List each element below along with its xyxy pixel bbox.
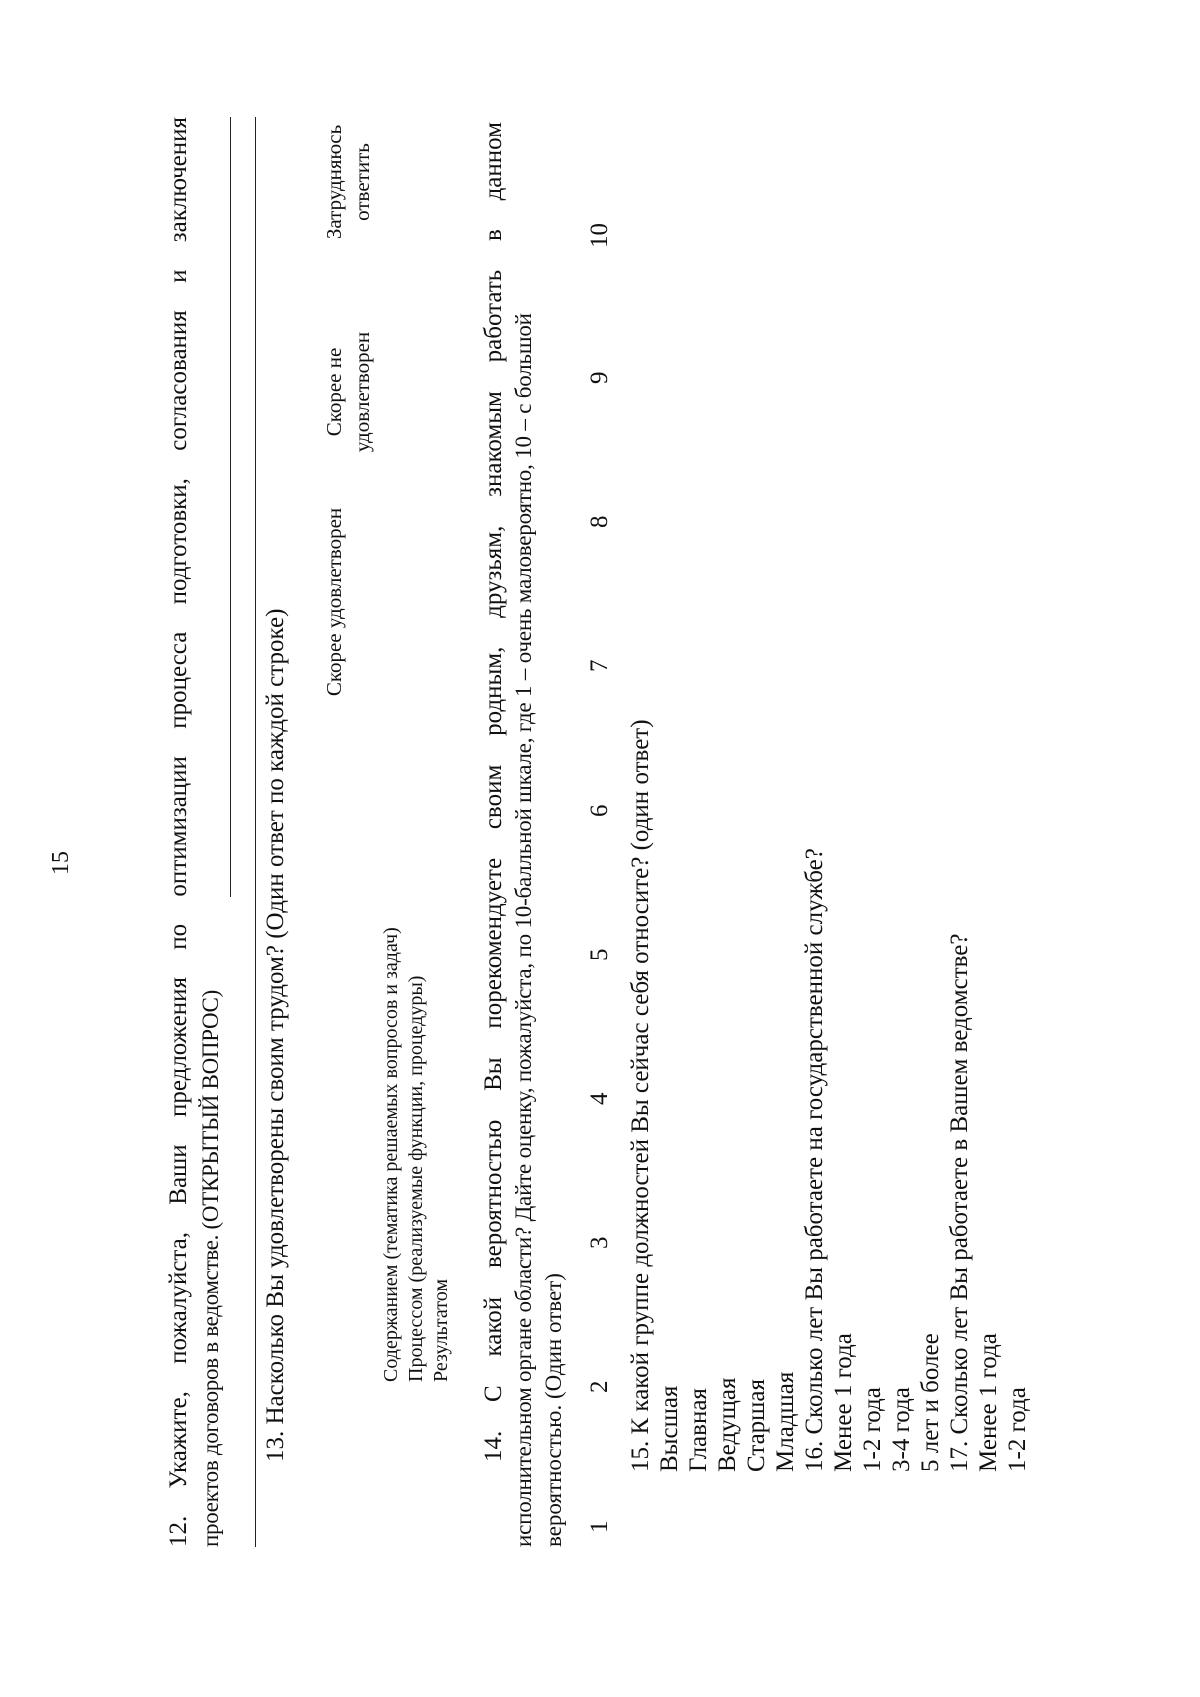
q16-question: 16. Сколько лет Вы работаете на государственной службе?	[801, 848, 828, 1472]
q14-text-line1: 14. С какой вероятностью Вы порекомендуете своим родным, друзьям, знакомым работать в данном	[480, 122, 507, 1462]
q17-option-lt1: Менее 1 года	[975, 1333, 1002, 1472]
scale-6: 6	[586, 804, 613, 817]
scale-3: 3	[586, 1236, 613, 1249]
q15-option-senior: Старшая	[743, 1378, 770, 1472]
q13-col-undecided: Затрудняюсь ответить	[322, 124, 374, 240]
answer-line-q12	[230, 117, 231, 897]
scale-8: 8	[586, 515, 613, 528]
q15-option-highest: Высшая	[656, 1385, 683, 1472]
q13-question: 13. Насколько Вы удовлетворены своим трудом? (Один ответ по каждой строке)	[262, 608, 289, 1462]
q13-row-process: Процессом (реализуемые функции, процедуры)	[405, 975, 427, 1382]
q15-option-main: Главная	[685, 1388, 712, 1472]
answer-line-q12-2	[255, 117, 256, 1547]
q15-option-leading: Ведущая	[714, 1377, 741, 1472]
q17-option-1-2: 1-2 года	[1004, 1387, 1031, 1472]
q16-option-lt1: Менее 1 года	[830, 1333, 857, 1472]
q15-question: 15. К какой группе должностей Вы сейчас себя относите? (один ответ)	[627, 719, 654, 1472]
q16-option-1-2: 1-2 года	[859, 1387, 886, 1472]
q14-text-line2: исполнительном органе области? Дайте оценку, пожалуйста, по 10-балльной шкале, где 1 – очень маловероятно, 10 – с большой	[511, 313, 536, 1547]
scale-10: 10	[586, 223, 613, 248]
q16-option-5plus: 5 лет и более	[917, 1333, 944, 1472]
scale-7: 7	[586, 659, 613, 672]
q12-text-line1: 12. Укажите, пожалуйста, Ваши предложения по оптимизации процесса подготовки, согласования и заключения	[165, 117, 192, 1547]
q15-option-junior: Младшая	[772, 1371, 799, 1472]
q13-row-result: Результатом	[430, 1278, 452, 1382]
q17-question: 17. Сколько лет Вы работаете в Вашем ведомстве?	[946, 933, 973, 1472]
q16-option-3-4: 3-4 года	[888, 1387, 915, 1472]
q13-row-content: Содержанием (тематика решаемых вопросов и задач)	[380, 927, 402, 1382]
scale-2: 2	[586, 1380, 613, 1393]
q13-col-not-satisfied: Скорее не удовлетворен	[322, 331, 374, 453]
scale-1: 1	[586, 1520, 613, 1533]
scale-9: 9	[586, 371, 613, 384]
q13-col-satisfied: Скорее удовлетворен	[322, 507, 346, 697]
scale-4: 4	[586, 1092, 613, 1105]
q12-text-line2: проектов договоров в ведомстве. (ОТКРЫТЫЙ ВОПРОС)	[198, 990, 223, 1547]
q14-text-line3: вероятностью. (Один ответ)	[541, 1273, 566, 1547]
scale-5: 5	[586, 948, 613, 961]
page-number: 15	[48, 851, 74, 875]
